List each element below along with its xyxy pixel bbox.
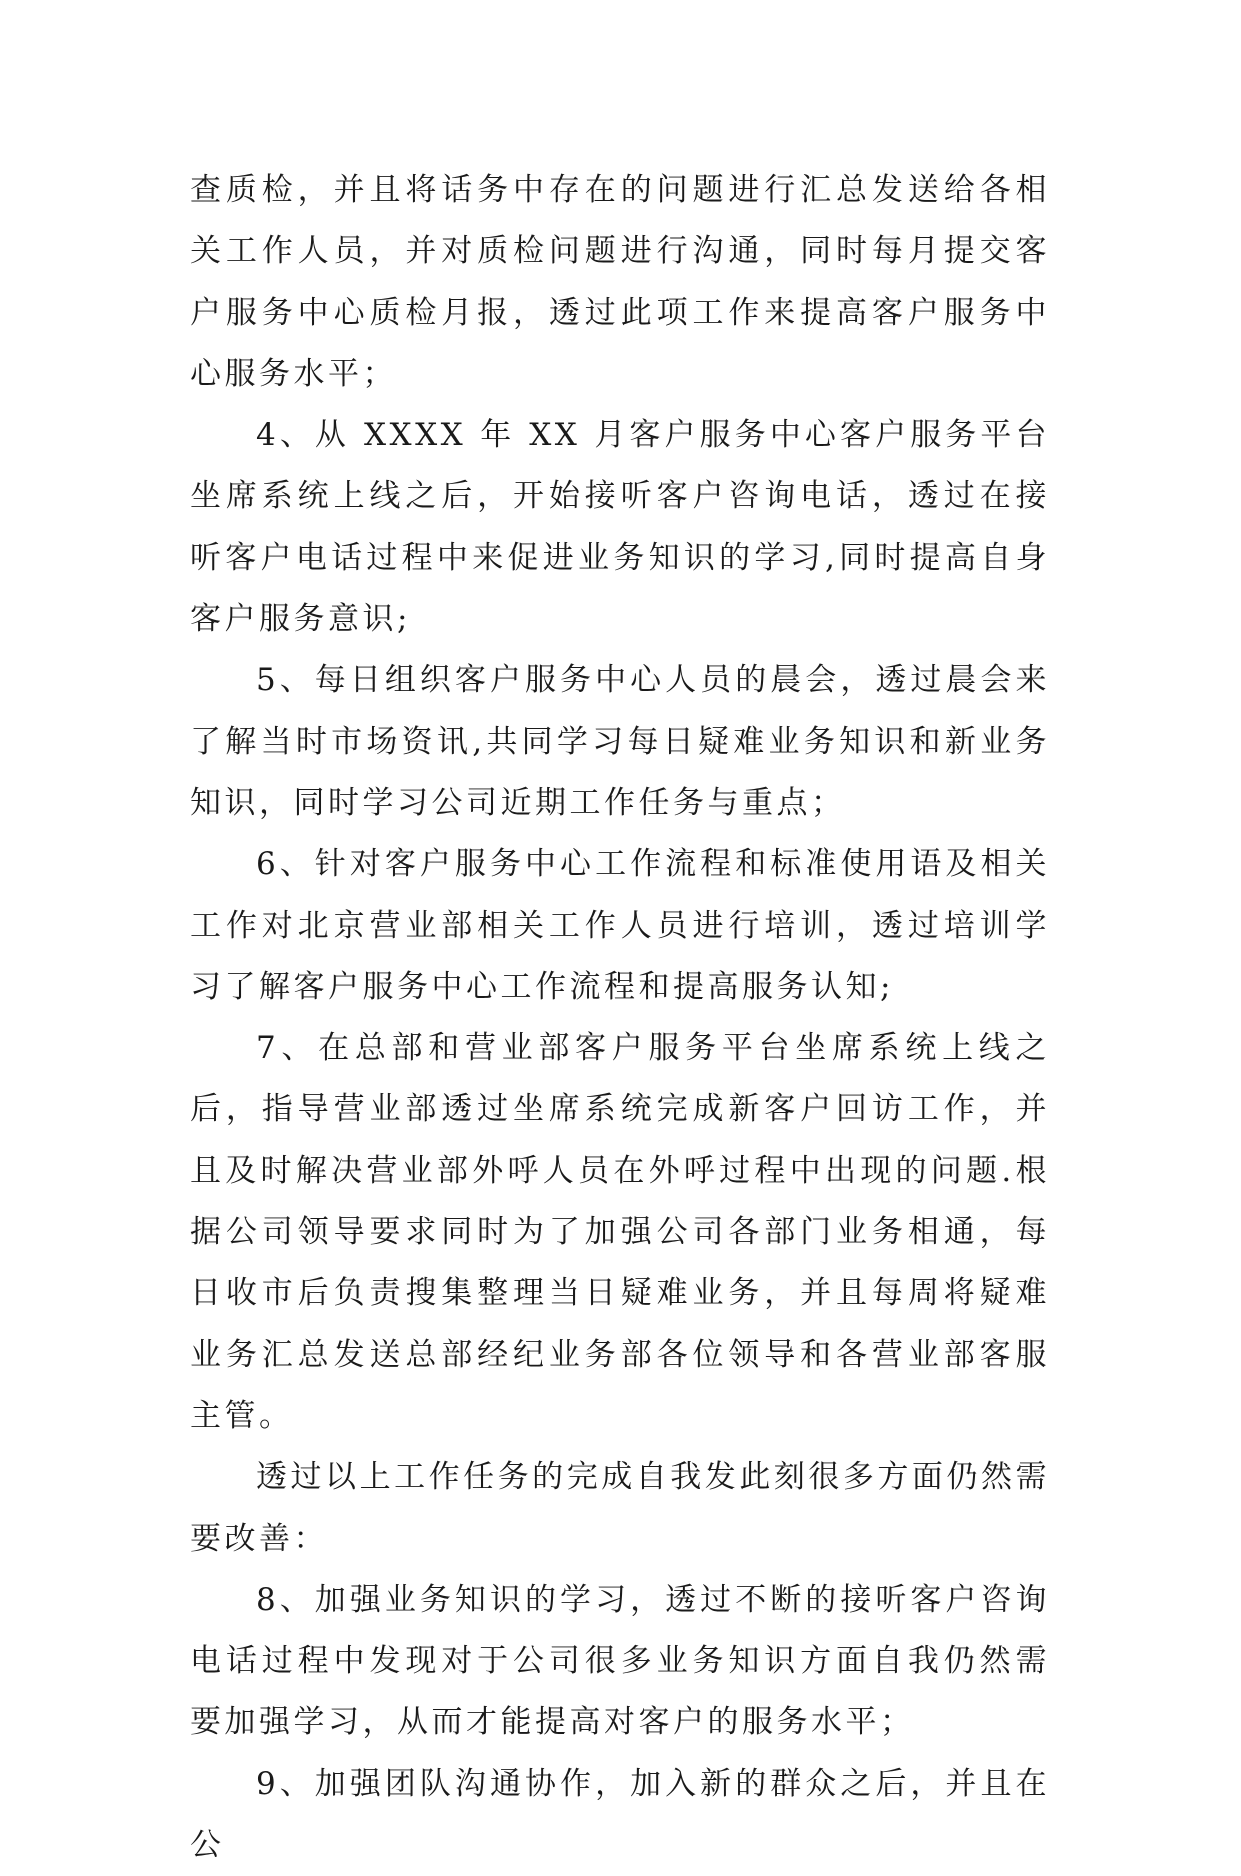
paragraph-improvement-intro: 透过以上工作任务的完成自我发此刻很多方面仍然需要改善：: [190, 1459, 1050, 1557]
paragraph-item-4: 4、从 XXXX 年 XX 月客户服务中心客户服务平台坐席系统上线之后，开始接听客户咨询电话，透过在接听客户电话过程中来促进业务知识的学习,同时提高自身客户服务意识;: [190, 417, 1050, 638]
paragraph-item-5: 5、每日组织客户服务中心人员的晨会，透过晨会来了解当时市场资讯,共同学习每日疑难业务知识和新业务知识，同时学习公司近期工作任务与重点；: [190, 662, 1050, 821]
paragraph-item-9: 9、加强团队沟通协作，加入新的群众之后，并且在公: [190, 1765, 1050, 1864]
paragraph-item-7: 7、在总部和营业部客户服务平台坐席系统上线之后，指导营业部透过坐席系统完成新客户回访工作，并且及时解决营业部外呼人员在外呼过程中出现的问题.根据公司领导要求同时为了加强公司各部门业务相通，每日收市后负责搜集整理当日疑难业务，并且每周将疑难业务汇总发送总部经纪业务部各位领导和各营业部客服主管。: [190, 1030, 1050, 1434]
paragraph-item-6: 6、针对客户服务中心工作流程和标准使用语及相关工作对北京营业部相关工作人员进行培训，透过培训学习了解客户服务中心工作流程和提高服务认知;: [190, 846, 1050, 1005]
paragraph-quality-check: 查质检，并且将话务中存在的问题进行汇总发送给各相关工作人员，并对质检问题进行沟通，同时每月提交客户服务中心质检月报，透过此项工作来提高客户服务中心服务水平；: [190, 172, 1050, 392]
paragraph-item-8: 8、加强业务知识的学习，透过不断的接听客户咨询电话过程中发现对于公司很多业务知识方面自我仍然需要加强学习，从而才能提高对客户的服务水平；: [190, 1581, 1050, 1741]
document-body: [190, 160, 1050, 1876]
